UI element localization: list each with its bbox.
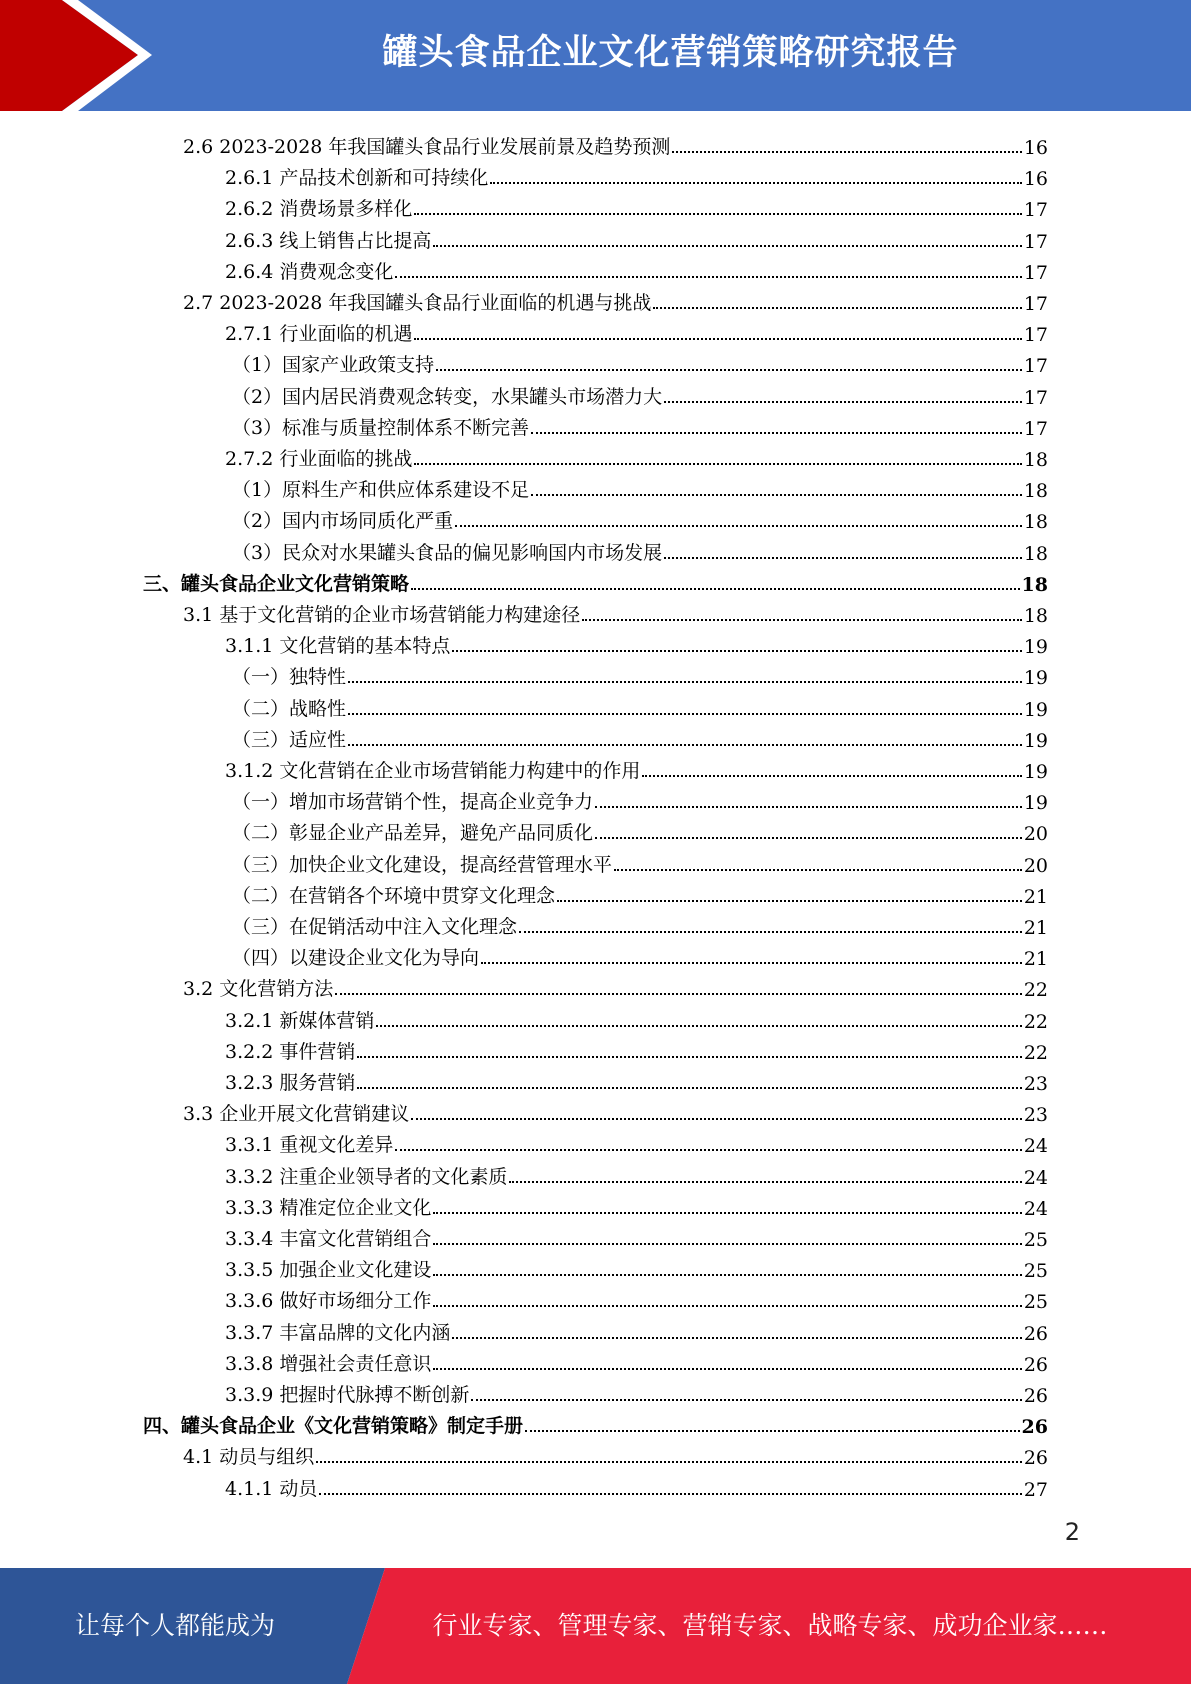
- toc-entry[interactable]: [225, 1002, 1048, 1033]
- toc-entry[interactable]: [232, 939, 1048, 970]
- toc-entry[interactable]: [225, 1251, 1048, 1282]
- toc-leader-dots: [414, 213, 1021, 215]
- toc-entry-page: 17: [1023, 324, 1048, 346]
- toc-entry-page: 18: [1021, 574, 1048, 596]
- toc-leader-dots: [335, 993, 1022, 995]
- toc-entry-page: 19: [1023, 792, 1048, 814]
- toc-entry-page: 19: [1023, 699, 1048, 721]
- toc-entry-title: （三）加快企业文化建设，提高经营管理水平: [232, 854, 613, 876]
- toc-entry-page: 19: [1023, 636, 1048, 658]
- toc-leader-dots: [490, 182, 1021, 184]
- toc-entry-page: 26: [1023, 1354, 1048, 1376]
- toc-entry-title: 3.3.9 把握时代脉搏不断创新: [225, 1384, 470, 1406]
- toc-entry[interactable]: [232, 534, 1048, 565]
- toc-leader-dots: [357, 1056, 1021, 1058]
- toc-entry-page: 23: [1023, 1073, 1048, 1095]
- toc-leader-dots: [471, 1399, 1021, 1401]
- toc-entry-page: 25: [1023, 1260, 1048, 1282]
- toc-leader-dots: [595, 806, 1022, 808]
- toc-entry[interactable]: [183, 970, 1048, 1001]
- toc-entry-title: （3）民众对水果罐头食品的偏见影响国内市场发展: [232, 542, 663, 564]
- toc-entry-page: 16: [1023, 168, 1048, 190]
- toc-entry[interactable]: [225, 1470, 1048, 1501]
- toc-entry-title: 2.6.4 消费观念变化: [225, 261, 394, 283]
- toc-entry-title: 3.2.2 事件营销: [225, 1041, 356, 1063]
- toc-entry-page: 21: [1023, 948, 1048, 970]
- toc-entry-title: 3.3.3 精准定位企业文化: [225, 1197, 432, 1219]
- toc-entry-page: 18: [1023, 511, 1048, 533]
- toc-entry[interactable]: [232, 502, 1048, 533]
- toc-leader-dots: [582, 619, 1022, 621]
- toc-entry-title: （1）国家产业政策支持: [232, 354, 435, 376]
- toc-entry-page: 17: [1023, 199, 1048, 221]
- toc-entry-title: 3.3.4 丰富文化营销组合: [225, 1228, 432, 1250]
- toc-entry-page: 26: [1021, 1416, 1048, 1438]
- toc-entry-page: 17: [1023, 262, 1048, 284]
- toc-entry[interactable]: [232, 346, 1048, 377]
- toc-leader-dots: [414, 338, 1021, 340]
- toc-entry[interactable]: [225, 1314, 1048, 1345]
- toc-leader-dots: [436, 369, 1022, 371]
- toc-entry[interactable]: [225, 1158, 1048, 1189]
- toc-entry-title: 2.6.2 消费场景多样化: [225, 198, 413, 220]
- toc-entry[interactable]: [225, 1376, 1048, 1407]
- toc-entry-title: 3.2.1 新媒体营销: [225, 1010, 375, 1032]
- toc-entry-page: 18: [1023, 543, 1048, 565]
- toc-leader-dots: [376, 1025, 1021, 1027]
- toc-entry-page: 23: [1023, 1104, 1048, 1126]
- toc-leader-dots: [452, 1337, 1021, 1339]
- toc-entry-title: 3.1 基于文化营销的企业市场营销能力构建途径: [183, 604, 581, 626]
- toc-entry-title: 3.3 企业开展文化营销建议: [183, 1103, 410, 1125]
- toc-entry[interactable]: [183, 284, 1048, 315]
- toc-entry-page: 18: [1023, 605, 1048, 627]
- toc-entry-title: 3.3.5 加强企业文化建设: [225, 1259, 432, 1281]
- toc-entry[interactable]: [232, 471, 1048, 502]
- toc-leader-dots: [642, 775, 1021, 777]
- toc-leader-dots: [653, 307, 1021, 309]
- toc-entry-title: 2.6.1 产品技术创新和可持续化: [225, 167, 489, 189]
- toc-entry-title: （三）在促销活动中注入文化理念: [232, 916, 518, 938]
- toc-entry-page: 21: [1023, 886, 1048, 908]
- toc-entry[interactable]: [232, 908, 1048, 939]
- toc-leader-dots: [433, 1274, 1021, 1276]
- toc-entry[interactable]: [225, 315, 1048, 346]
- toc-entry-title: 2.7 2023-2028 年我国罐头食品行业面临的机遇与挑战: [183, 292, 652, 314]
- toc-entry-title: （四）以建设企业文化为导向: [232, 947, 480, 969]
- toc-entry[interactable]: [183, 1438, 1048, 1469]
- toc-leader-dots: [357, 1087, 1021, 1089]
- toc-entry[interactable]: [143, 565, 1048, 596]
- toc-entry-page: 20: [1023, 855, 1048, 877]
- toc-entry[interactable]: [225, 627, 1048, 658]
- toc-entry-title: （3）标准与质量控制体系不断完善: [232, 417, 530, 439]
- toc-leader-dots: [411, 1118, 1022, 1120]
- toc-leader-dots: [348, 681, 1022, 683]
- toc-entry-title: （一）增加市场营销个性，提高企业竞争力: [232, 791, 594, 813]
- toc-entry-page: 22: [1023, 1042, 1048, 1064]
- toc-leader-dots: [455, 525, 1022, 527]
- toc-entry[interactable]: [232, 690, 1048, 721]
- toc-entry[interactable]: [225, 159, 1048, 190]
- toc-entry[interactable]: [225, 1126, 1048, 1157]
- toc-leader-dots: [433, 1243, 1021, 1245]
- toc-entry[interactable]: [225, 1345, 1048, 1376]
- toc-entry-page: 26: [1023, 1447, 1048, 1469]
- toc-entry-page: 17: [1023, 293, 1048, 315]
- toc-entry-page: 27: [1023, 1479, 1048, 1501]
- toc-entry[interactable]: [225, 1064, 1048, 1095]
- toc-entry[interactable]: [225, 190, 1048, 221]
- toc-entry-page: 20: [1023, 823, 1048, 845]
- toc-entry-title: 2.6.3 线上销售占比提高: [225, 230, 432, 252]
- toc-entry-title: 2.7.2 行业面临的挑战: [225, 448, 413, 470]
- page-number: 2: [1064, 1518, 1080, 1546]
- toc-entry-title: （三）适应性: [232, 729, 347, 751]
- toc-entry[interactable]: [232, 877, 1048, 908]
- toc-entry[interactable]: [225, 1033, 1048, 1064]
- toc-entry[interactable]: [183, 596, 1048, 627]
- toc-entry-title: （2）国内市场同质化严重: [232, 510, 454, 532]
- toc-entry-page: 25: [1023, 1229, 1048, 1251]
- toc-entry-title: 3.2.3 服务营销: [225, 1072, 356, 1094]
- toc-entry-page: 24: [1023, 1198, 1048, 1220]
- toc-entry[interactable]: [183, 128, 1048, 159]
- toc-entry-title: （二）彰显企业产品差异，避免产品同质化: [232, 822, 594, 844]
- toc-leader-dots: [614, 869, 1022, 871]
- toc-leader-dots: [433, 1212, 1021, 1214]
- toc-leader-dots: [411, 588, 1020, 590]
- toc-entry-title: 3.3.7 丰富品牌的文化内涵: [225, 1322, 451, 1344]
- toc-leader-dots: [316, 1461, 1022, 1463]
- toc-entry[interactable]: [232, 814, 1048, 845]
- toc-entry-title: （1）原料生产和供应体系建设不足: [232, 479, 530, 501]
- footer-slogan-right: 行业专家、管理专家、营销专家、战略专家、成功企业家……: [432, 1611, 1108, 1640]
- toc-leader-dots: [664, 557, 1022, 559]
- page-header: [0, 0, 1191, 111]
- toc-leader-dots: [395, 1149, 1021, 1151]
- toc-entry-page: 21: [1023, 917, 1048, 939]
- toc-entry[interactable]: [232, 846, 1048, 877]
- toc-entry-page: 17: [1023, 355, 1048, 377]
- toc-leader-dots: [531, 432, 1022, 434]
- toc-entry-page: 24: [1023, 1167, 1048, 1189]
- toc-entry-title: 4.1.1 动员: [225, 1478, 318, 1500]
- toc-entry-page: 22: [1023, 979, 1048, 1001]
- toc-leader-dots: [664, 401, 1022, 403]
- toc-entry-page: 25: [1023, 1291, 1048, 1313]
- toc-entry-page: 24: [1023, 1135, 1048, 1157]
- toc-entry[interactable]: [225, 1189, 1048, 1220]
- toc-leader-dots: [433, 1368, 1021, 1370]
- toc-entry-page: 19: [1023, 761, 1048, 783]
- toc-leader-dots: [452, 650, 1021, 652]
- toc-entry[interactable]: [232, 409, 1048, 440]
- toc-entry-title: （二）战略性: [232, 698, 347, 720]
- toc-entry[interactable]: [225, 253, 1048, 284]
- toc-entry[interactable]: [225, 222, 1048, 253]
- toc-entry-page: 17: [1023, 387, 1048, 409]
- toc-leader-dots: [414, 463, 1021, 465]
- toc-entry-page: 22: [1023, 1011, 1048, 1033]
- toc-entry-title: （一）独特性: [232, 666, 347, 688]
- toc-entry-title: 三、罐头食品企业文化营销策略: [143, 573, 410, 595]
- toc-entry[interactable]: [143, 1407, 1048, 1438]
- toc-entry-page: 26: [1023, 1323, 1048, 1345]
- toc-entry-page: 18: [1023, 449, 1048, 471]
- toc-entry-title: 3.3.2 注重企业领导者的文化素质: [225, 1166, 508, 1188]
- page-footer: [0, 1568, 1191, 1684]
- toc-entry-page: 19: [1023, 667, 1048, 689]
- toc-entry-page: 26: [1023, 1385, 1048, 1407]
- toc-leader-dots: [595, 837, 1022, 839]
- toc-leader-dots: [509, 1181, 1021, 1183]
- toc-entry-title: 3.2 文化营销方法: [183, 978, 334, 1000]
- toc-leader-dots: [531, 494, 1022, 496]
- toc-entry[interactable]: [225, 440, 1048, 471]
- toc-entry-title: （二）在营销各个环境中贯穿文化理念: [232, 885, 556, 907]
- toc-entry-page: 17: [1023, 231, 1048, 253]
- toc-leader-dots: [348, 713, 1022, 715]
- toc-entry-page: 19: [1023, 730, 1048, 752]
- toc-entry-title: 4.1 动员与组织: [183, 1446, 315, 1468]
- toc-entry[interactable]: [232, 658, 1048, 689]
- toc-entry-title: 2.7.1 行业面临的机遇: [225, 323, 413, 345]
- toc-leader-dots: [348, 744, 1022, 746]
- footer-slogan-left: 让每个人都能成为: [74, 1611, 275, 1640]
- toc-entry[interactable]: [232, 378, 1048, 409]
- toc-entry[interactable]: [183, 1095, 1048, 1126]
- toc-leader-dots: [433, 245, 1021, 247]
- toc-leader-dots: [557, 900, 1022, 902]
- toc-entry-title: 3.3.8 增强社会责任意识: [225, 1353, 432, 1375]
- toc-entry-title: 3.1.2 文化营销在企业市场营销能力构建中的作用: [225, 760, 641, 782]
- toc-entry-page: 18: [1023, 480, 1048, 502]
- toc-entry-title: （2）国内居民消费观念转变，水果罐头市场潜力大: [232, 386, 663, 408]
- toc-entry[interactable]: [225, 752, 1048, 783]
- toc-entry[interactable]: [225, 1282, 1048, 1313]
- toc-entry-title: 2.6 2023-2028 年我国罐头食品行业发展前景及趋势预测: [183, 136, 671, 158]
- toc-leader-dots: [525, 1430, 1020, 1432]
- toc-entry-title: 3.1.1 文化营销的基本特点: [225, 635, 451, 657]
- toc-leader-dots: [395, 276, 1021, 278]
- toc-entry-page: 17: [1023, 418, 1048, 440]
- toc-leader-dots: [519, 931, 1022, 933]
- toc-entry-page: 16: [1023, 137, 1048, 159]
- toc-leader-dots: [433, 1305, 1021, 1307]
- toc-entry[interactable]: [225, 1220, 1048, 1251]
- toc-entry[interactable]: [232, 783, 1048, 814]
- document-title: 罐头食品企业文化营销策略研究报告: [382, 33, 959, 73]
- toc-entry-title: 3.3.6 做好市场细分工作: [225, 1290, 432, 1312]
- toc-leader-dots: [672, 151, 1021, 153]
- toc-leader-dots: [481, 962, 1022, 964]
- toc-entry-title: 四、罐头食品企业《文化营销策略》制定手册: [143, 1415, 524, 1437]
- toc-entry[interactable]: [232, 721, 1048, 752]
- toc-leader-dots: [319, 1493, 1021, 1495]
- toc-entry-title: 3.3.1 重视文化差异: [225, 1134, 394, 1156]
